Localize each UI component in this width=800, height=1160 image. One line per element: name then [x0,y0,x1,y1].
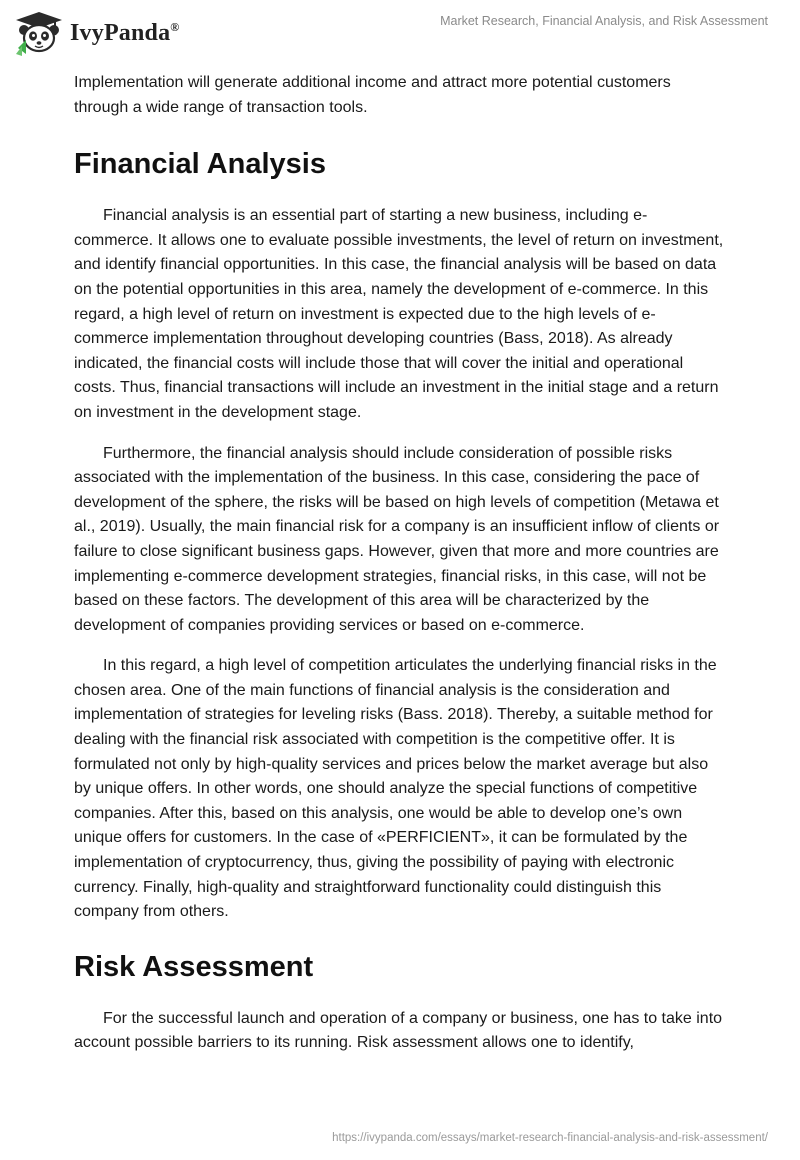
ivypanda-logo[interactable] [14,8,179,58]
document-title: Market Research, Financial Analysis, and Risk Assessment [440,14,768,28]
intro-paragraph: Implementation will generate additional income and attract more potential customers through a wide range of transaction tools. [74,74,671,116]
page-header [0,0,800,66]
essay-body [74,70,724,1056]
paragraph: Furthermore, the financial analysis should include consideration of possible risks associated with the implementation of the business. In this case, considering the pace of development of the sphere, the risks will be based on high levels of competition (Metawa et al., 2019). Usually, the main financial risk for a company is an insufficient inflow of clients or failure to close significant business gaps. However, given that more and more countries are implementing e-commerce development strategies, financial risks, in this case, will not be based on these factors. The development of this area will be characterized by the development of companies providing services or based on e-commerce. [74,444,720,634]
brand-name: IvyPanda® [70,19,180,46]
paragraph: In this regard, a high level of competition articulates the underlying financial risks in the chosen area. One of the main functions of financial analysis is the consideration and implementation of strategies for leveling risks (Bass. 2018). Thereby, a suitable method for dealing with the financial risk associated with competition is the competitive offer. It is formulated not only by high-quality services and prices below the market average but also by unique offers. In other words, one should analyze the special functions of competitive companies. After this, based on this analysis, one would be able to develop one’s own unique offers for customers. In the case of «PERFICIENT», it can be formulated by the implementation of cryptocurrency, thus, giving the possibility of paying with electronic currency. Finally, high-quality and straightforward functionality could distinguish this company from others. [74,657,717,921]
source-url-link[interactable]: https://ivypanda.com/essays/market-research-financial-analysis-and-risk-assessment/ [332,1132,768,1144]
paragraph: For the successful launch and operation of a company or business, one has to take into account possible barriers to its running. Risk assessment allows one to identify, [74,1009,723,1052]
section-heading-risk-assessment: Risk Assessment [74,950,314,983]
section-heading-financial-analysis: Financial Analysis [74,148,326,181]
paragraph: Financial analysis is an essential part of starting a new business, including e-commerce. It allows one to evaluate possible investments, the level of return on investment, and identify financial opportunities. In this case, the financial analysis will be based on data on the potential opportunities in this area, namely the development of e-commerce. In this regard, a high level of return on investment is expected due to the high levels of e-commerce implementation throughout developing countries (Bass, 2018). As already indicated, the financial costs will include those that will cover the initial and operational costs. Thus, financial transactions will include an investment in the initial stage and a return on investment in the development stage. [74,207,724,421]
panda-mascot-icon [14,10,64,56]
